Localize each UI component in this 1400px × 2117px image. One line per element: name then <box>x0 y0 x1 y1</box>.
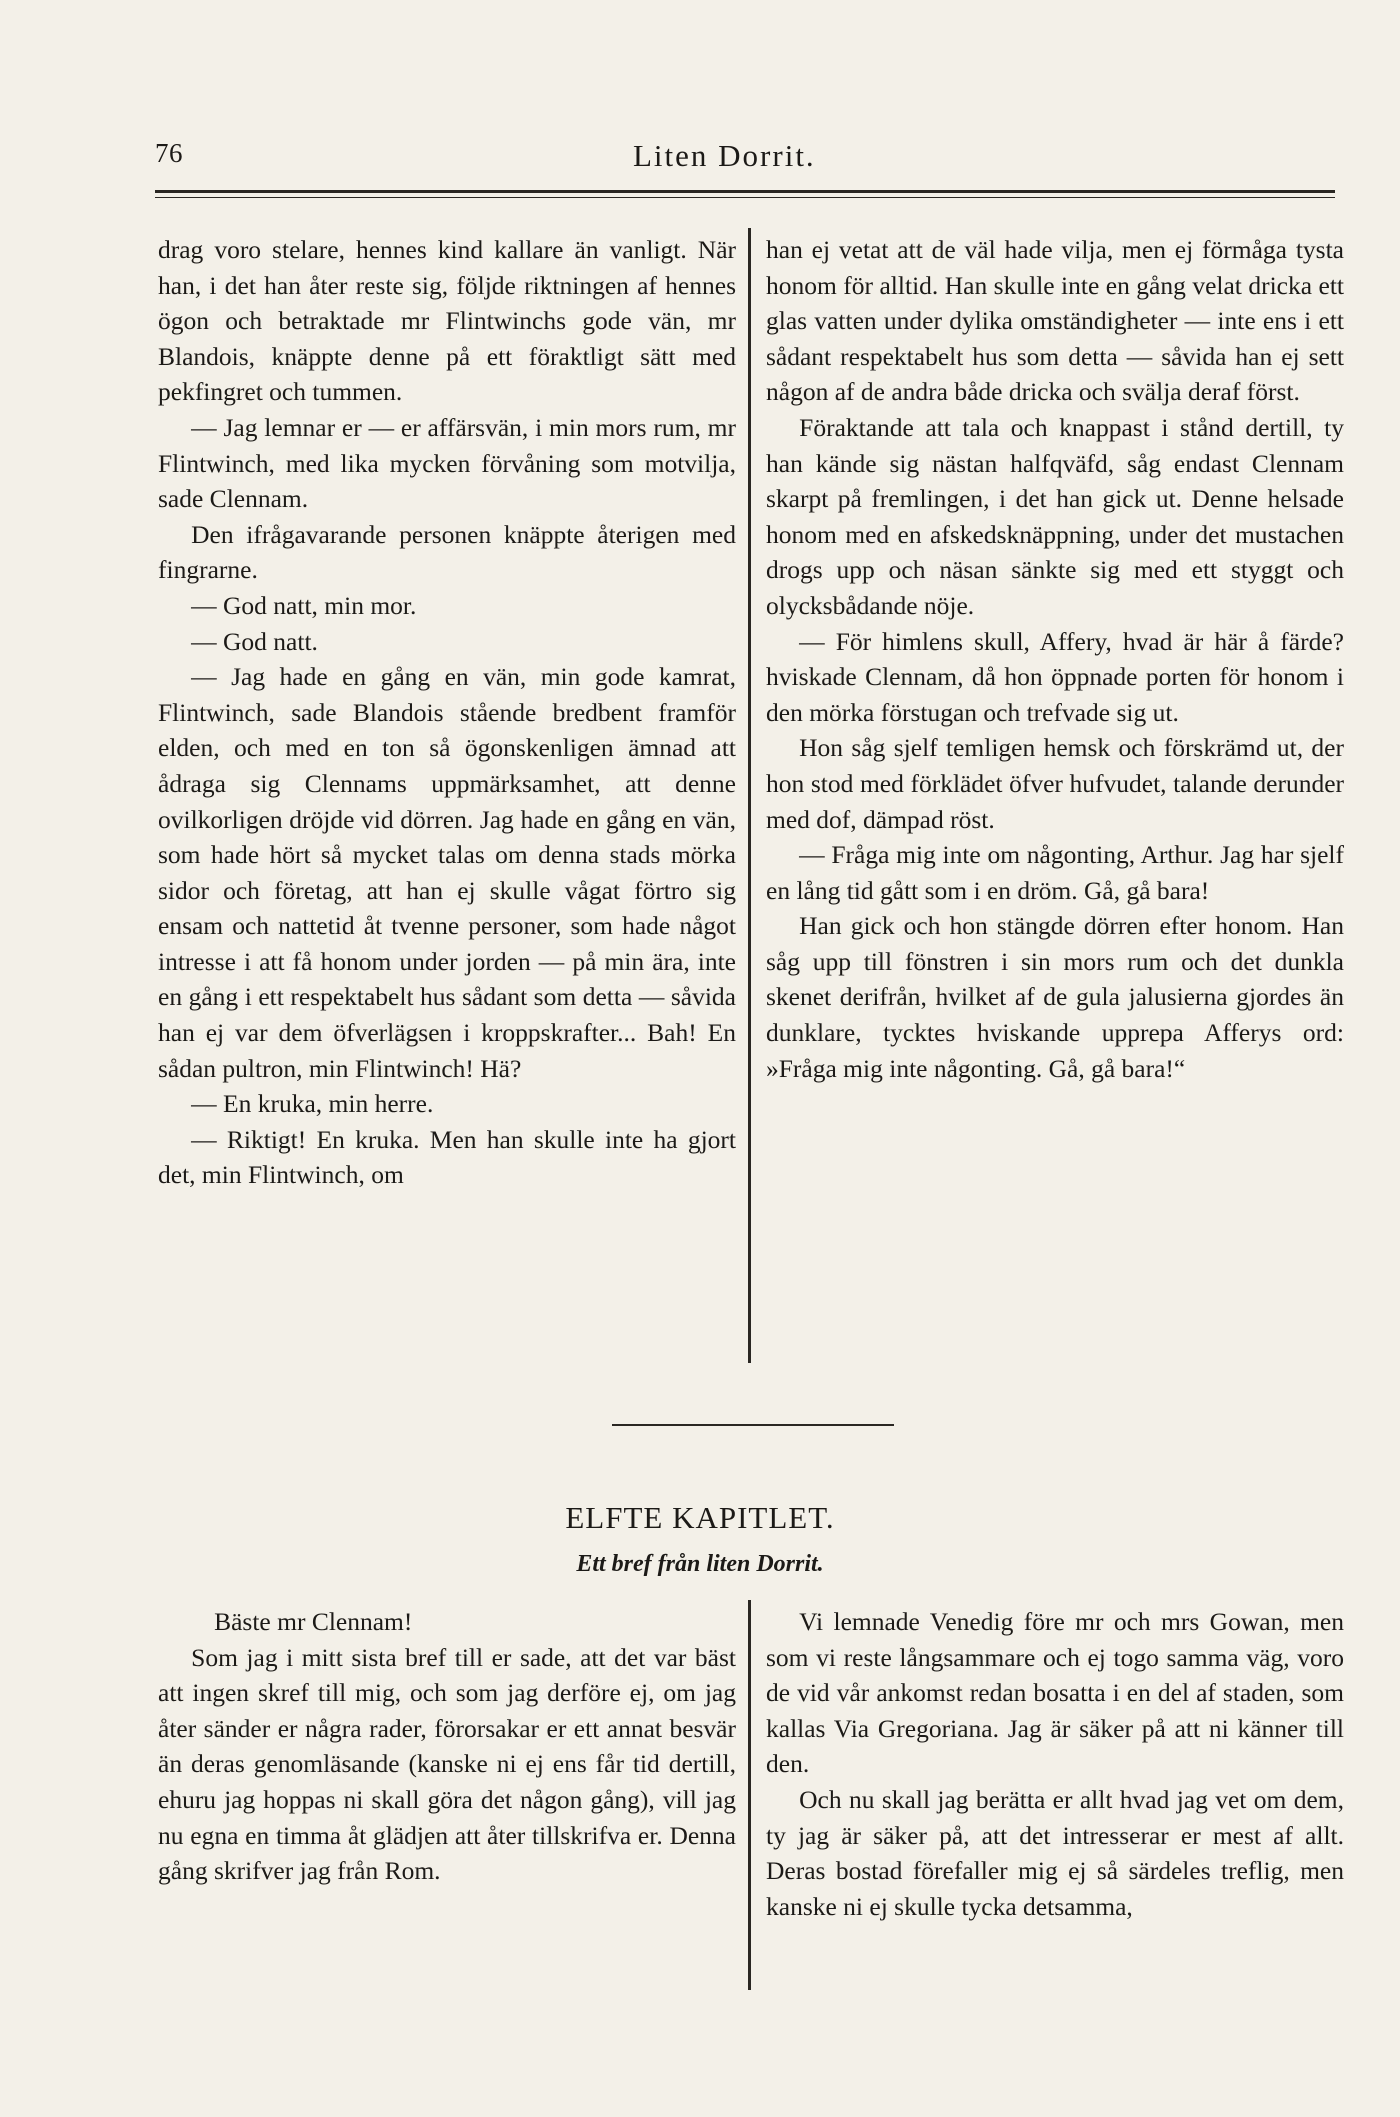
right-column-top <box>766 232 1344 1086</box>
page-header <box>155 138 1335 178</box>
paragraph: — En kruka, min herre. <box>191 1089 434 1119</box>
paragraph: Han gick och hon stängde dörren efter honom. Han såg upp till fönstren i sin mors rum och det dunkla skenet derifrån, hvilket af de gula jalusierna gjordes än dunklare, tycktes hviskande upprepa Afferys ord: »Fråga mig inte någonting. Gå, gå bara!“ <box>766 911 1344 1083</box>
paragraph: Som jag i mitt sista bref till er sade, att det var bäst att ingen skref till mig, och som jag derföre ej, om jag åter sänder er några rader, förorsakar er ett annat besvär än deras genomläsande (kanske ni ej ens får tid dertill, ehuru jag hoppas ni skall göra det någon gång), vill jag nu egna en timma åt glädjen att åter tillskrifva er. Denna gång skrifver jag från Rom. <box>158 1642 736 1886</box>
paragraph: han ej vetat att de väl hade vilja, men ej förmåga tysta honom för alltid. Han skulle inte en gång velat dricka ett glas vatten under dylika omständigheter — inte ens i ett sådant respektabelt hus som detta — såvida han ej sett någon af de andra både dricka och svälja deraf först. <box>766 235 1344 407</box>
paragraph: Hon såg sjelf temligen hemsk och förskrämd ut, der hon stod med förklädet öfver hufvudet, talande derunder med dof, dämpad röst. <box>766 733 1344 834</box>
paragraph: Den ifrågavarande personen knäppte återigen med fingrarne. <box>158 519 736 585</box>
left-column-top <box>158 232 736 1193</box>
page-number: 76 <box>155 138 183 168</box>
paragraph: — God natt. <box>191 626 318 656</box>
paragraph: Vi lemnade Venedig före mr och mrs Gowan, men som vi reste långsammare och ej togo samma väg, voro de vid vår ankomst redan bosatta i en del af staden, som kallas Via Gregoriana. Jag är säker på att ni känner till den. <box>766 1607 1344 1779</box>
paragraph: — Jag hade en gång en vän, min gode kamrat, Flintwinch, sade Blandois stående bredbent framför elden, och med en ton så ögonskenligen ämnad att ådraga sig Clennams uppmärksamhet, att denne ovilkorligen dröjde vid dörren. Jag hade en gång en vän, som hade hört så mycket talas om denna stads mörka sidor och företag, att han ej skulle vågat förtro sig ensam och nattetid åt tvenne personer, som hade något intresse i att få honom under jorden — på min ära, inte en gång i ett respektabelt hus sådant som detta — såvida han ej var dem öfverlägsen i kroppskrafter... Bah! En sådan pultron, min Flintwinch! Hä? <box>158 662 736 1083</box>
paragraph: — Fråga mig inte om någonting, Arthur. Jag har sjelf en lång tid gått som i en dröm. Gå, gå bara! <box>766 840 1344 905</box>
header-rule-thin <box>155 197 1335 198</box>
paragraph: — För himlens skull, Affery, hvad är här å färde? hviskade Clennam, då hon öppnade porten för honom i den mörka förstugan och trefvade sig ut. <box>766 626 1344 727</box>
chapter-separator-rule <box>612 1424 894 1426</box>
chapter-subtitle: Ett bref från liten Dorrit. <box>576 1551 824 1577</box>
header-rule-thick <box>155 190 1335 193</box>
paragraph: — God natt, min mor. <box>191 590 417 620</box>
left-column-bottom <box>158 1604 736 1889</box>
column-divider-bottom <box>748 1600 751 1990</box>
paragraph: — Riktigt! En kruka. Men han skulle inte ha gjort det, min Flintwinch, om <box>158 1124 736 1190</box>
paragraph: Och nu skall jag berätta er allt hvad jag vet om dem, ty jag är säker på, att det intresserar er mest af allt. Deras bostad förefaller mig ej så särdeles treflig, men kanske ni ej skulle tycka detsamma, <box>766 1784 1344 1921</box>
paragraph: — Jag lemnar er — er affärsvän, i min mors rum, mr Flintwinch, med lika mycken förvåning som motvilja, sade Clennam. <box>158 412 736 514</box>
right-column-bottom <box>766 1604 1344 1924</box>
column-divider-top <box>748 228 751 1363</box>
letter-salutation: Bäste mr Clennam! <box>214 1607 413 1636</box>
paragraph: drag voro stelare, hennes kind kallare än vanligt. När han, i det han åter reste sig, följde riktningen af hennes ögon och betraktade mr Flintwinchs gode vän, mr Blandois, knäppte denne på ett föraktligt sätt med pekfingret och tummen. <box>158 235 736 407</box>
running-title: Liten Dorrit. <box>633 138 816 173</box>
paragraph: Föraktande att tala och knappast i stånd dertill, ty han kände sig nästan halfqväfd, såg endast Clennam skarpt på fremlingen, i det han gick ut. Denne helsade honom med en afskedsknäppning, under det mustachen drogs upp och näsan sänkte sig med ett styggt och olycksbådande nöje. <box>766 412 1344 620</box>
chapter-title: ELFTE KAPITLET. <box>565 1500 835 1535</box>
